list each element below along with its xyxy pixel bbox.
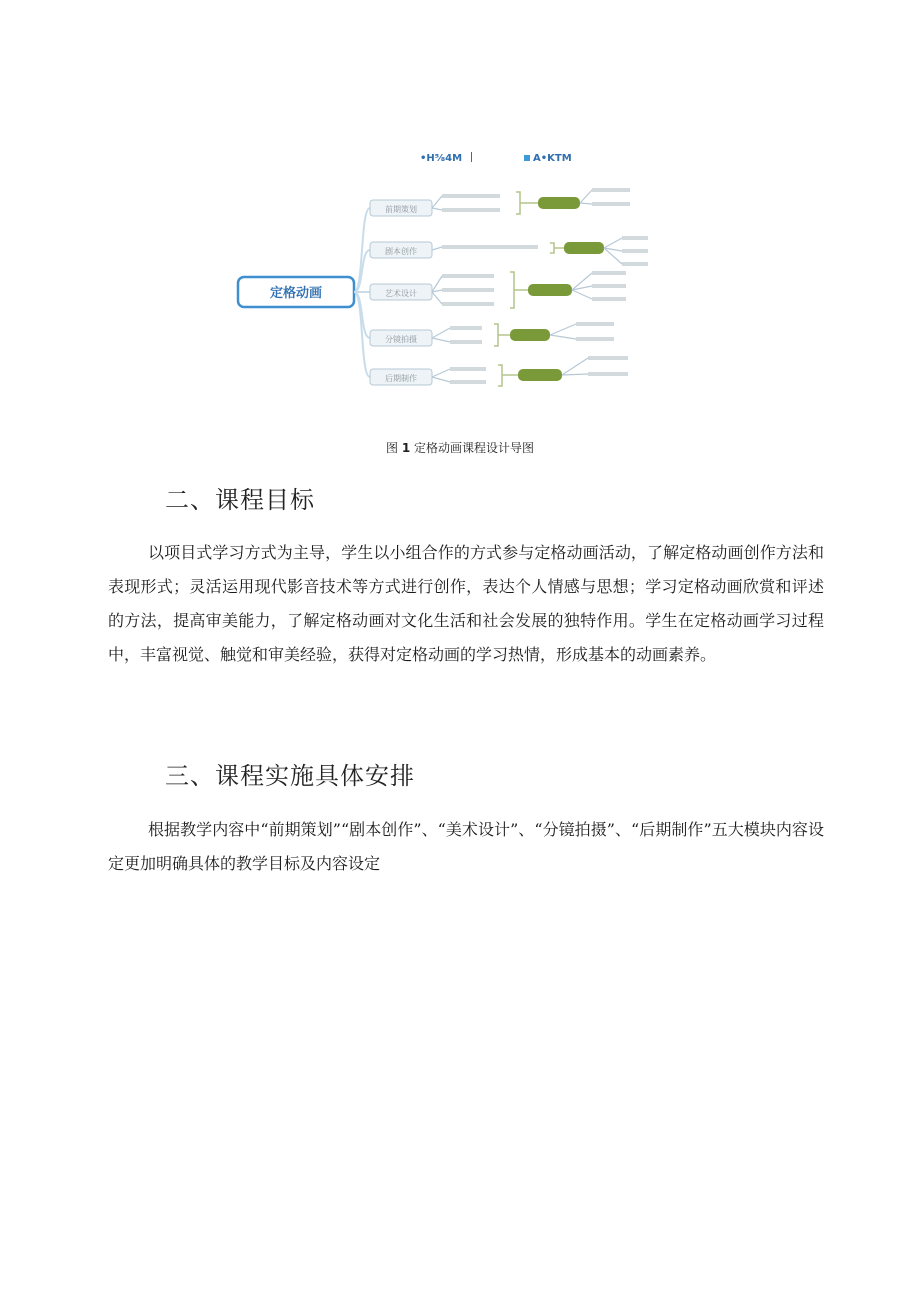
module-label-2: 剧本创作 (385, 247, 417, 256)
module-label-1: 前期策划 (385, 205, 417, 214)
header-marker-icon (524, 155, 530, 161)
module-node-1 (370, 200, 432, 216)
goal-pills (510, 197, 604, 381)
module-label-3: 艺术设计 (385, 289, 417, 298)
figure-caption (0, 439, 920, 456)
module-node-5 (370, 369, 432, 385)
module-label-4: 分镜拍摄 (385, 335, 417, 344)
caption-number: 1 (401, 441, 411, 455)
module-label-5: 后期制作 (385, 374, 417, 383)
mind-map-figure (228, 146, 684, 400)
section2-body: 以项目式学习方式为主导，学生以小组合作的方式参与定格动画活动，了解定格动画创作方法和表现形式；灵活运用现代影音技术等方式进行创作，表达个人情感与思想；学习定格动画欣赏和评述的方法，提高审美能力，了解定格动画对文化生活和社会发展的独特作用。学生在定格动画学习过程中，丰富视觉、触觉和审美经验，获得对定格动画的学习热情，形成基本的动画素养。 (108, 543, 824, 664)
module-node-3 (370, 284, 432, 300)
root-label: 定格动画 (269, 286, 323, 301)
module-node-2 (370, 242, 432, 258)
caption-text: 定格动画课程设计导图 (414, 441, 535, 455)
header-right-label: A•KTM (533, 153, 572, 164)
caption-prefix: 图 (385, 441, 398, 455)
section2-heading: 二、课程目标 (165, 486, 315, 514)
module-node-4 (370, 330, 432, 346)
mind-map (228, 146, 684, 400)
section3-heading: 三、课程实施具体安排 (165, 762, 415, 790)
header-left-label: •H⅝4M (420, 153, 463, 164)
section3-body: 根据教学内容中“前期策划”“剧本创作”、“美术设计”、“分镜拍摄”、“后期制作”五大模块内容设定更加明确具体的教学目标及内容设定 (108, 820, 824, 873)
